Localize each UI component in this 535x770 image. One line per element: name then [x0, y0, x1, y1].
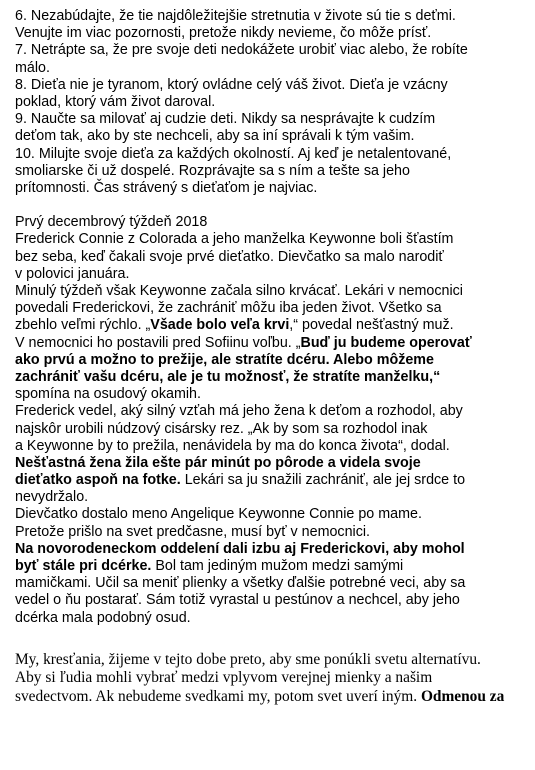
story-heading: Prvý decembrový týždeň 2018 [15, 214, 208, 231]
story-p4-line-6: vedel o ňu postarať. Sám totiž vyrastal u pestúnov a nechcel, aby jeho [15, 592, 460, 609]
bold-quote: Všade bolo veľa krvi [150, 317, 290, 334]
story-section [15, 214, 527, 627]
story-p1-line-1: Frederick Connie z Colorada a jeho manželka Keywonne boli šťastím [15, 231, 454, 248]
tip-6-line-2: Venujte im viac pozornosti, pretože nikdy nevieme, čo môže prísť. [15, 25, 432, 42]
story-p2-line-4 [15, 335, 527, 352]
story-p4-line-4 [15, 558, 527, 575]
story-p3-line-5 [15, 472, 527, 489]
bold-quote: ako prvú a možno to prežije, ale stratíte dcéru. Alebo môžeme [15, 351, 434, 368]
tip-7-line-1: 7. Netrápte sa, že pre svoje deti nedokážete urobiť viac alebo, že robíte [15, 42, 468, 59]
story-p2-line-1: Minulý týždeň však Keywonne začala silno krvácať. Lekári v nemocnici [15, 283, 463, 299]
bold-text: byť stále pri dcérke. [15, 558, 152, 574]
tip-10-line-2: smoliarske či už dospelé. Rozprávajte sa s ním a tešte sa jeho [15, 162, 410, 179]
tip-8-line-1: 8. Dieťa nie je tyranom, ktorý ovládne celý váš život. Dieťa je vzácny [15, 76, 448, 93]
story-p4-line-3 [15, 541, 527, 558]
text-run: Lekári sa ju snažili zachrániť, ale jej srdce to [180, 472, 466, 489]
closing-paragraph [15, 651, 527, 707]
tip-6-line-1: 6. Nezabúdajte, že tie najdôležitejšie stretnutia v živote sú tie s deťmi. [15, 8, 456, 24]
text-run: V nemocnici ho postavili pred Sofiinu voľbu. „ [15, 334, 301, 351]
text-run: zbehlo veľmi rýchlo. „ [15, 317, 151, 334]
story-p3-line-6: nevydržalo. [15, 489, 89, 506]
tip-10-line-1: 10. Milujte svoje dieťa za každých okolností. Aj keď je netalentované, [15, 145, 452, 162]
story-p1-line-2: bez seba, keď čakali svoje prvé dieťatko. Dievčatko sa malo narodiť [15, 248, 444, 265]
closing-line-3 [15, 688, 527, 707]
spacer [15, 197, 527, 214]
closing-line-1: My, kresťania, žijeme v tejto dobe preto, aby sme ponúkli svetu alternatívu. [15, 650, 481, 668]
closing-line-2: Aby si ľudia mohli vybrať medzi vplyvom verejnej mienky a našim [15, 669, 433, 687]
story-p4-line-2: Pretože prišlo na svet predčasne, musí byť v nemocnici. [15, 523, 370, 540]
bold-quote: zachrániť vašu dcéru, ale je tu možnosť, že stratíte manželku,“ [15, 368, 441, 385]
story-p3-line-3: a Keywonne by to prežila, nenávidela by ma do konca života“, dodal. [15, 437, 450, 454]
story-p4-line-1: Dievčatko dostalo meno Angelique Keywonne Connie po mame. [15, 506, 422, 523]
story-p2-line-5 [15, 352, 527, 369]
story-p4-line-7: dcérka mala podobný osud. [15, 609, 191, 626]
bold-quote: Buď ju budeme operovať [300, 334, 472, 351]
story-p2-line-7: spomína na osudový okamih. [15, 386, 201, 403]
bold-text: dieťatko aspoň na fotke. [15, 472, 181, 489]
tip-9-line-1: 9. Naučte sa milovať aj cudzie deti. Nikdy sa nesprávajte k cudzím [15, 111, 436, 128]
story-p2-line-3 [15, 317, 527, 334]
text-run: Bol tam jediným mužom medzi samými [151, 558, 404, 574]
story-p4-line-5: mamičkami. Učil sa meniť plienky a všetky ďalšie potrebné veci, aby sa [15, 575, 466, 592]
text-run: svedectvom. Ak nebudeme svedkami my, potom svet uverí iným. [15, 687, 421, 705]
document-page [15, 8, 527, 707]
tip-9-line-2: deťom tak, ako by ste nechceli, aby sa iní správali k tým vašim. [15, 128, 415, 145]
bold-text: Na novorodeneckom oddelení dali izbu aj Frederickovi, aby mohol [15, 540, 465, 557]
story-p1-line-3: v polovici januára. [15, 265, 130, 282]
story-p3-line-1: Frederick vedel, aký silný vzťah má jeho žena k deťom a rozhodol, aby [15, 403, 463, 420]
story-p3-line-4 [15, 455, 527, 472]
bold-text: Nešťastná žena žila ešte pár minút po pôrode a videla svoje [15, 454, 421, 471]
tip-10-line-3: prítomnosti. Čas strávený s dieťaťom je najviac. [15, 179, 318, 196]
tip-7-line-2: málo. [15, 59, 50, 76]
story-p2-line-6 [15, 369, 527, 386]
tip-8-line-2: poklad, ktorý vám život daroval. [15, 93, 216, 110]
bold-text: Odmenou za [420, 687, 505, 705]
spacer [15, 627, 527, 651]
parenting-tips [15, 8, 527, 197]
story-p3-line-2: najskôr urobili núdzový cisársky rez. „Ak by som sa rozhodol inak [15, 420, 428, 437]
story-p2-line-2: povedali Frederickovi, že zachrániť môžu iba jeden život. Všetko sa [15, 300, 442, 317]
text-run: ,“ povedal nešťastný muž. [289, 317, 454, 334]
